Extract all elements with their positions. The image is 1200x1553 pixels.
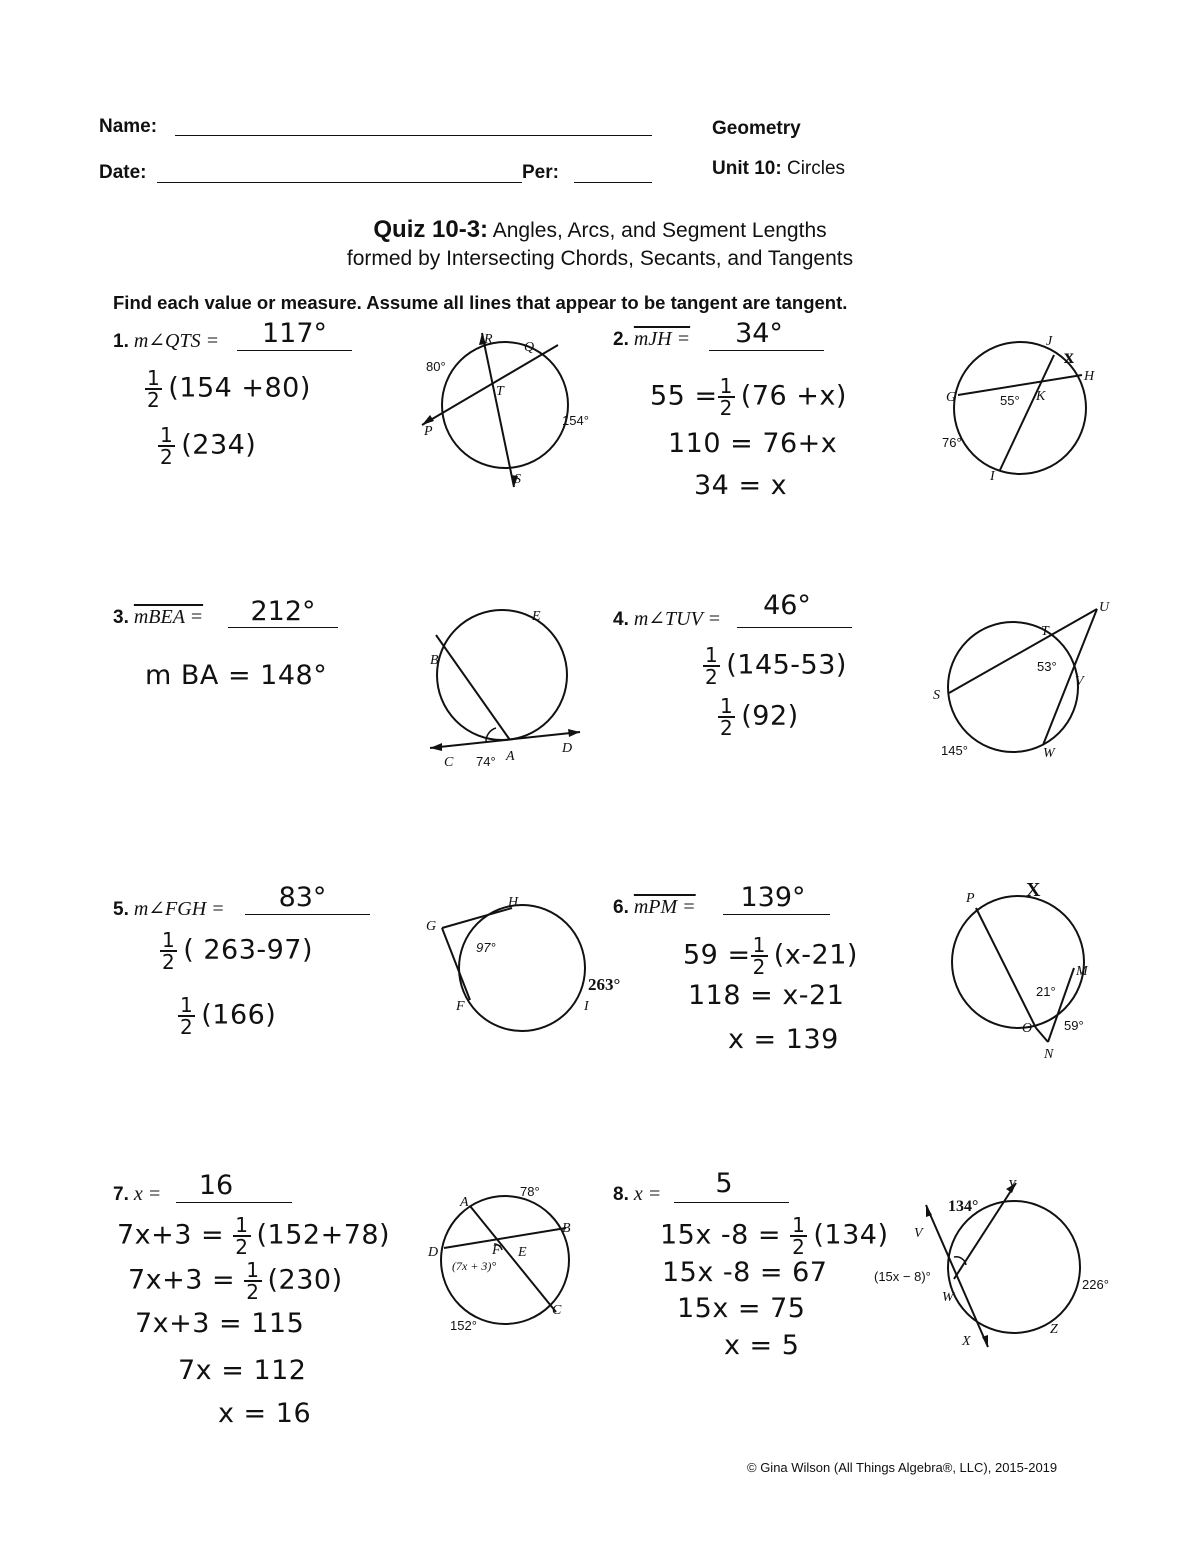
- prompt-text: mPM =: [633, 896, 696, 918]
- problem-number: 7.: [113, 1184, 129, 1205]
- point-label: O: [1022, 1021, 1033, 1036]
- handwritten-mark: x: [1064, 346, 1074, 368]
- fraction-half: $\frac{1}{2}$: [719, 374, 733, 420]
- point-label: N: [1044, 1047, 1054, 1062]
- point-label: S: [933, 688, 940, 703]
- problem-8-work-line: 15x -8 = $\frac{1}{2}$ (134): [660, 1213, 889, 1259]
- point-label: D: [562, 741, 573, 756]
- unit-number: Unit 10:: [712, 158, 782, 179]
- point-label: J: [1046, 334, 1053, 349]
- point-label: G: [426, 919, 437, 934]
- fraction-half: $\frac{1}{2}$: [705, 643, 719, 689]
- degree-label: 154°: [562, 413, 589, 428]
- problem-5-work-line: $\frac{1}{2}$ ( 263-97): [162, 928, 314, 974]
- point-label: C: [552, 1303, 562, 1318]
- fraction-half: $\frac{1}{2}$: [792, 1213, 806, 1259]
- problem-4-work-line: $\frac{1}{2}$ (92): [720, 694, 799, 740]
- figure-2-diagram: [930, 325, 1120, 490]
- problem-5-answer: 83°: [278, 882, 327, 913]
- problem-8-work-line: 15x = 75: [677, 1293, 806, 1324]
- point-label: E: [532, 609, 541, 624]
- point-label: H: [508, 895, 519, 910]
- unit-name: Circles: [786, 158, 846, 179]
- problem-8-answer-line[interactable]: [674, 1202, 789, 1203]
- problem-7-work-line: 7x+3 = $\frac{1}{2}$ (230): [128, 1258, 343, 1304]
- degree-label: 226°: [1082, 1277, 1109, 1292]
- name-label: Name:: [99, 116, 158, 137]
- point-label: B: [562, 1221, 571, 1236]
- point-label: V: [1075, 674, 1084, 689]
- quiz-subtitle: formed by Intersecting Chords, Secants, and Tangents: [346, 247, 854, 270]
- problem-7-answer-line[interactable]: [176, 1202, 292, 1203]
- problem-6-work-line: x = 139: [728, 1024, 839, 1055]
- point-label: W: [942, 1290, 954, 1305]
- quiz-topic: Angles, Arcs, and Segment Lengths: [492, 219, 827, 242]
- fraction-half: $\frac{1}{2}$: [235, 1213, 249, 1259]
- period-field[interactable]: [574, 182, 652, 183]
- fraction-half: $\frac{1}{2}$: [147, 366, 161, 412]
- problem-3-work-line: m BA = 148°: [145, 660, 328, 691]
- point-label: A: [506, 749, 515, 764]
- problem-5-prompt: [113, 896, 225, 921]
- prompt-text: mJH =: [633, 328, 691, 350]
- point-label: I: [584, 999, 589, 1014]
- problem-number: 2.: [613, 329, 629, 350]
- problem-6-work-line: 118 = x-21: [688, 980, 845, 1011]
- problem-4-prompt: [613, 606, 721, 631]
- problem-3-answer-line[interactable]: [228, 627, 338, 628]
- prompt-text: m∠QTS =: [133, 330, 220, 352]
- figure-3-diagram: [420, 600, 600, 775]
- problem-number: 3.: [113, 607, 129, 628]
- point-label: F: [492, 1243, 501, 1258]
- point-label: F: [456, 999, 465, 1014]
- point-label: I: [990, 469, 995, 484]
- point-label: K: [1036, 389, 1046, 404]
- problem-2-work-line: 55 = $\frac{1}{2}$ (76 +x): [650, 374, 847, 420]
- problem-4-work-line: $\frac{1}{2}$ (145-53): [705, 643, 847, 689]
- course-title: Geometry: [712, 118, 801, 139]
- point-label: T: [496, 384, 504, 399]
- figure-8-diagram: [870, 1175, 1120, 1355]
- problem-7-work-line: x = 16: [218, 1398, 312, 1429]
- problem-6-answer-line[interactable]: [723, 914, 830, 915]
- problem-2-prompt: [613, 328, 690, 351]
- point-label: X: [962, 1334, 971, 1349]
- problem-8-answer: 5: [715, 1168, 733, 1199]
- degree-label: (7x + 3)°: [452, 1259, 497, 1273]
- degree-label: 97°: [476, 940, 496, 955]
- point-label: C: [444, 755, 454, 770]
- degree-label: 80°: [426, 359, 446, 374]
- degree-label: 53°: [1037, 659, 1057, 674]
- problem-6-work-line: 59 = $\frac{1}{2}$ (x-21): [683, 933, 858, 979]
- figure-7-diagram: [420, 1180, 610, 1340]
- figure-4-diagram: [925, 595, 1125, 765]
- point-label: Y: [1008, 1178, 1016, 1193]
- degree-label: (15x − 8)°: [874, 1269, 931, 1284]
- problem-number: 5.: [113, 899, 129, 920]
- handwritten-mark: X: [1026, 880, 1041, 901]
- instructions: Find each value or measure. Assume all lines that appear to be tangent are tangent.: [113, 292, 848, 313]
- point-label: T: [1041, 624, 1049, 639]
- per-label: Per:: [522, 162, 559, 183]
- problem-number: 1.: [113, 331, 129, 352]
- unit-title: [712, 158, 845, 180]
- prompt-text: m∠TUV =: [633, 608, 721, 630]
- point-label: P: [966, 891, 975, 906]
- problem-7-work-line: 7x+3 = $\frac{1}{2}$ (152+78): [117, 1213, 391, 1259]
- fraction-half: $\frac{1}{2}$: [720, 694, 734, 740]
- problem-2-work-line: 34 = x: [694, 470, 788, 501]
- point-label: S: [514, 472, 521, 487]
- fraction-half: $\frac{1}{2}$: [160, 423, 174, 469]
- fraction-half: $\frac{1}{2}$: [162, 928, 176, 974]
- point-label: D: [428, 1245, 439, 1260]
- problem-2-answer: 34°: [735, 318, 783, 349]
- degree-label: 76°: [942, 435, 962, 450]
- fraction-half: $\frac{1}{2}$: [246, 1258, 260, 1304]
- problem-6-prompt: [613, 896, 696, 919]
- point-label: R: [484, 332, 493, 347]
- degree-label: 74°: [476, 754, 496, 769]
- prompt-text: x =: [133, 1183, 162, 1205]
- date-label: Date:: [99, 162, 147, 183]
- problem-4-answer: 46°: [763, 590, 811, 621]
- problem-5-work-line: $\frac{1}{2}$ (166): [180, 993, 277, 1039]
- problem-7-answer: 16: [198, 1170, 234, 1201]
- degree-label: 59°: [1064, 1018, 1084, 1033]
- prompt-text: mBEA =: [133, 606, 204, 628]
- problem-5-answer-line[interactable]: [245, 914, 370, 915]
- problem-1-work-line: $\frac{1}{2}$ (234): [160, 423, 257, 469]
- problem-2-work-line: 110 = 76+x: [668, 428, 838, 459]
- copyright-footer: © Gina Wilson (All Things Algebra®, LLC), 2015-2019: [747, 1460, 1058, 1475]
- point-label: Q: [524, 340, 535, 355]
- figure-5-diagram: [420, 890, 640, 1040]
- problem-8-prompt: [613, 1183, 661, 1206]
- fraction-half: $\frac{1}{2}$: [180, 993, 194, 1039]
- degree-label: 78°: [520, 1184, 540, 1199]
- problem-1-answer-line[interactable]: [237, 350, 352, 351]
- point-label: M: [1076, 964, 1088, 979]
- point-label: V: [914, 1226, 923, 1241]
- point-label: G: [946, 390, 957, 405]
- point-label: P: [424, 424, 433, 439]
- degree-label: 21°: [1036, 984, 1056, 999]
- degree-label: 263°: [588, 975, 621, 994]
- degree-label: 134°: [948, 1198, 979, 1215]
- fraction-half: $\frac{1}{2}$: [752, 933, 766, 979]
- name-field[interactable]: [175, 135, 652, 136]
- point-label: W: [1043, 746, 1055, 761]
- problem-1-work-line: $\frac{1}{2}$ (154 +80): [147, 366, 311, 412]
- point-label: Z: [1050, 1322, 1058, 1337]
- problem-1-prompt: [113, 328, 219, 353]
- point-label: A: [460, 1195, 469, 1210]
- problem-number: 4.: [613, 609, 629, 630]
- point-label: B: [430, 653, 439, 668]
- problem-7-work-line: 7x+3 = 115: [135, 1308, 305, 1339]
- problem-2-answer-line[interactable]: [709, 350, 824, 351]
- problem-number: 6.: [613, 897, 629, 918]
- figure-1-diagram: [410, 325, 610, 495]
- figure-6-diagram: [940, 880, 1120, 1065]
- prompt-text: m∠FGH =: [133, 898, 225, 920]
- problem-4-answer-line[interactable]: [737, 627, 852, 628]
- problem-8-work-line: 15x -8 = 67: [662, 1257, 828, 1288]
- point-label: E: [518, 1245, 527, 1260]
- problem-3-answer: 212°: [250, 596, 316, 627]
- quiz-title: [0, 216, 1200, 244]
- point-label: H: [1084, 369, 1095, 384]
- degree-label: 145°: [941, 743, 968, 758]
- prompt-text: x =: [633, 1183, 662, 1205]
- point-label: U: [1099, 600, 1110, 615]
- problem-1-answer: 117°: [261, 318, 328, 349]
- degree-label: 55°: [1000, 393, 1020, 408]
- problem-3-prompt: [113, 606, 203, 629]
- quiz-number: Quiz 10-3:: [373, 216, 489, 243]
- problem-6-answer: 139°: [740, 882, 806, 913]
- problem-7-prompt: [113, 1183, 161, 1206]
- problem-number: 8.: [613, 1184, 629, 1205]
- degree-label: 152°: [450, 1318, 477, 1333]
- problem-7-work-line: 7x = 112: [178, 1355, 307, 1386]
- date-field[interactable]: [157, 182, 522, 183]
- problem-8-work-line: x = 5: [724, 1330, 800, 1361]
